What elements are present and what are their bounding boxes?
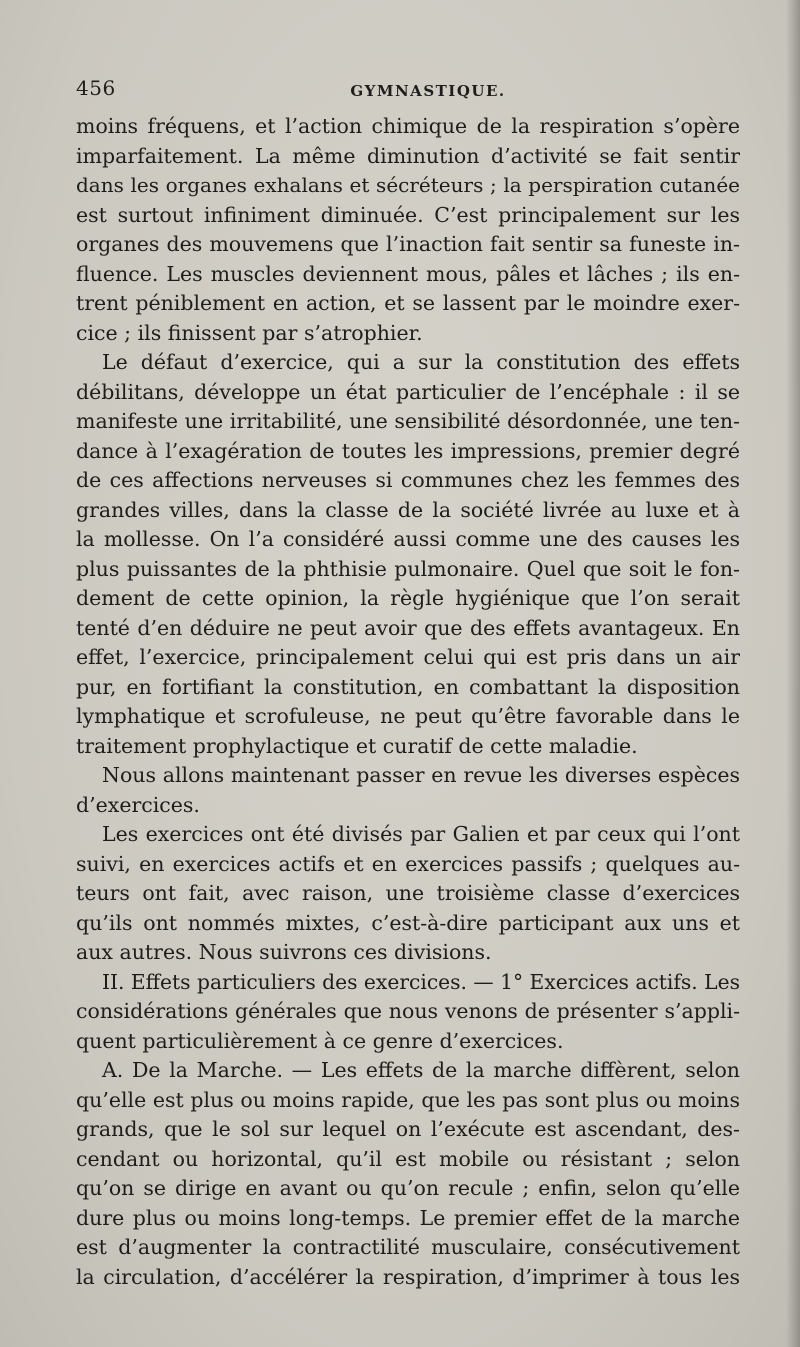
text-line: cendant ou horizontal, qu’il est mobile ou résistant ; selon	[76, 1146, 740, 1171]
text-line: débilitans, développe un état particulier de l’encéphale : il se	[76, 379, 740, 404]
text-line: qu’on se dirige en avant ou qu’on recule ; enfin, selon qu’elle	[76, 1176, 740, 1200]
text-line: manifeste une irritabilité, une sensibilité désordonnée, une ten-	[76, 409, 740, 433]
page-header	[76, 76, 740, 102]
body-text	[76, 112, 740, 1292]
text-line: de ces affections nerveuses si communes chez les femmes des	[76, 468, 740, 492]
text-line: moins fréquens, et l’action chimique de la respiration s’opère	[76, 114, 740, 138]
text-line: II. Effets particuliers des exercices. — 1° Exercices actifs. Les	[102, 969, 740, 994]
text-line: la circulation, d’accélérer la respiration, d’imprimer à tous les	[76, 1264, 740, 1289]
text-line: cice ; ils finissent par s’atrophier.	[76, 320, 423, 345]
text-line: imparfaitement. La même diminution d’activité se fait sentir	[76, 143, 740, 168]
text-line: est surtout infiniment diminuée. C’est principalement sur les	[76, 202, 740, 227]
text-line: grands, que le sol sur lequel on l’exécute est ascendant, des-	[76, 1117, 740, 1141]
text-line: effet, l’exercice, principalement celui qui est pris dans un air	[76, 645, 740, 669]
text-line: suivi, en exercices actifs et en exercices passifs ; quelques au-	[76, 851, 740, 876]
text-line: dance à l’exagération de toutes les impressions, premier degré	[76, 438, 740, 463]
text-line: trent péniblement en action, et se lassent par le moindre exer-	[76, 291, 740, 315]
text-line: tenté d’en déduire ne peut avoir que des effets avantageux. En	[76, 615, 740, 640]
text-line: teurs ont fait, avec raison, une troisième classe d’exercices	[76, 881, 740, 905]
text-line: plus puissantes de la phthisie pulmonaire. Quel que soit le fon-	[76, 556, 740, 581]
text-line: dement de cette opinion, la règle hygiénique que l’on serait	[76, 586, 740, 610]
text-line: quent particulièrement à ce genre d’exercices.	[76, 1028, 564, 1053]
text-line: organes des mouvemens que l’inaction fait sentir sa funeste in-	[76, 232, 740, 256]
text-line: considérations générales que nous venons de présenter s’appli-	[76, 999, 740, 1023]
text-line: lymphatique et scrofuleuse, ne peut qu’être favorable dans le	[76, 704, 740, 728]
text-line: la mollesse. On l’a considéré aussi comme une des causes les	[76, 527, 740, 551]
text-line: dure plus ou moins long-temps. Le premier effet de la marche	[76, 1205, 740, 1230]
text-line: Le défaut d’exercice, qui a sur la constitution des effets	[102, 350, 740, 374]
text-line: pur, en fortifiant la constitution, en combattant la disposition	[76, 674, 740, 699]
text-line: Les exercices ont été divisés par Galien et par ceux qui l’ont	[102, 822, 740, 846]
text-line: dans les organes exhalans et sécréteurs ; la perspiration cutanée	[76, 173, 740, 197]
text-line: traitement prophylactique et curatif de cette maladie.	[76, 733, 638, 758]
text-line: qu’elle est plus ou moins rapide, que les pas sont plus ou moins	[76, 1087, 740, 1112]
text-line: d’exercices.	[76, 792, 200, 817]
page-edge-shadow	[786, 0, 800, 1347]
text-line: aux autres. Nous suivrons ces divisions.	[76, 940, 492, 964]
text-line: grandes villes, dans la classe de la société livrée au luxe et à	[76, 497, 740, 522]
text-line: fluence. Les muscles deviennent mous, pâles et lâches ; ils en-	[76, 261, 740, 286]
text-line: Nous allons maintenant passer en revue les diverses espèces	[102, 763, 740, 787]
text-line: qu’ils ont nommés mixtes, c’est-à-dire participant aux uns et	[76, 910, 740, 935]
page-number: 456	[76, 76, 116, 100]
running-title: GYMNASTIQUE.	[350, 82, 506, 100]
text-line: est d’augmenter la contractilité musculaire, consécutivement	[76, 1235, 740, 1259]
text-line: A. De la Marche. — Les effets de la marche diffèrent, selon	[102, 1058, 740, 1082]
